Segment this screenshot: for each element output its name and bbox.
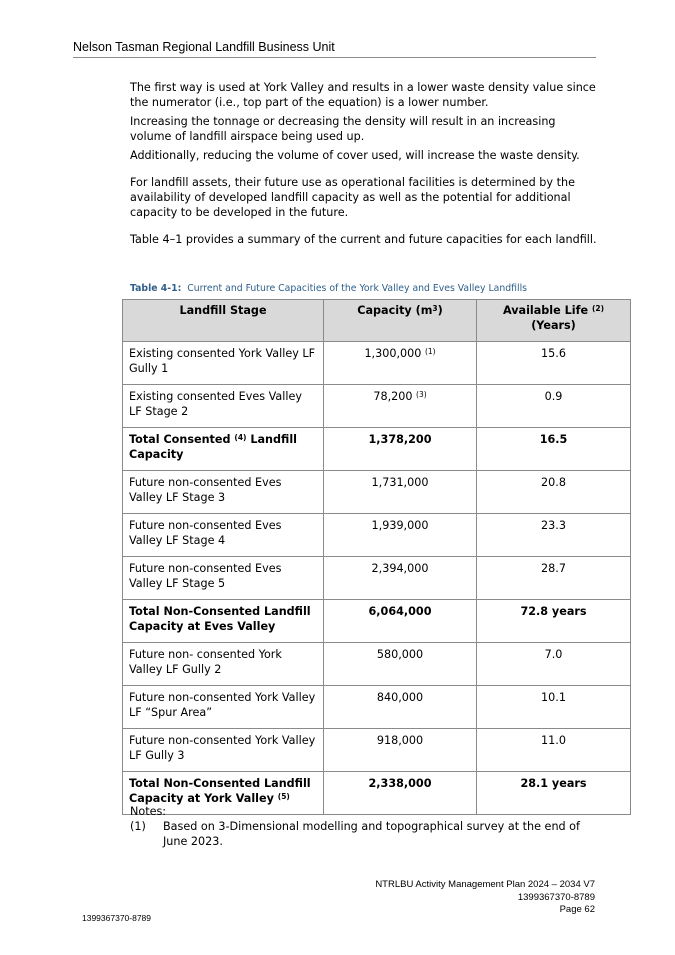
cell-capacity: 580,000 xyxy=(324,643,477,686)
notes-section xyxy=(130,804,600,849)
cell-life: 20.8 xyxy=(477,471,631,514)
footer-doc-id: 1399367370-8789 xyxy=(82,913,152,923)
note-item xyxy=(130,819,600,849)
table-row xyxy=(123,729,631,772)
cell-capacity: 2,338,000 xyxy=(324,772,477,815)
header-stage: Landfill Stage xyxy=(123,300,324,342)
table-row-total xyxy=(123,600,631,643)
cell-stage: Existing consented Eves Valley LF Stage 2 xyxy=(123,385,324,428)
table-row xyxy=(123,686,631,729)
cell-capacity: 918,000 xyxy=(324,729,477,772)
cell-stage: Future non-consented Eves Valley LF Stage 4 xyxy=(123,514,324,557)
footer-plan-title: NTRLBU Activity Management Plan 2024 – 2034 V7 xyxy=(375,879,595,890)
cell-stage: Total Non-Consented Landfill Capacity at York Valley $^{(5)}$ xyxy=(123,772,324,815)
footer-page-number: Page 62 xyxy=(559,904,595,915)
capacity-table xyxy=(122,299,631,815)
footer-doc-number: 1399367370-8789 xyxy=(517,891,595,903)
cell-stage: Total Consented $^{(4)}$ Landfill Capacity xyxy=(123,428,324,471)
cell-capacity: 1,378,200 xyxy=(324,428,477,471)
cell-life: 10.1 xyxy=(477,686,631,729)
cell-capacity: 1,939,000 xyxy=(324,514,477,557)
cell-stage: Future non-consented Eves Valley LF Stage 5 xyxy=(123,557,324,600)
page-footer xyxy=(375,879,595,917)
table-caption xyxy=(130,283,527,294)
cell-stage: Future non-consented York Valley LF “Spur Area” xyxy=(123,686,324,729)
cell-capacity: 6,064,000 xyxy=(324,600,477,643)
table-row-total xyxy=(123,428,631,471)
cell-life: 15.6 xyxy=(477,342,631,385)
paragraph: For landfill assets, their future use as operational facilities is determined by the availability of developed landfill capacity as well as the potential for additional capacity to be developed in the future. xyxy=(130,176,575,219)
table-row xyxy=(123,471,631,514)
cell-life: 11.0 xyxy=(477,729,631,772)
cell-stage: Future non-consented York Valley LF Gully 3 xyxy=(123,729,324,772)
cell-life: 23.3 xyxy=(477,514,631,557)
cell-life: 16.5 xyxy=(477,428,631,471)
cell-stage: Future non-consented Eves Valley LF Stage 3 xyxy=(123,471,324,514)
caption-text: Current and Future Capacities of the York Valley and Eves Valley Landfills xyxy=(187,283,528,294)
table-row xyxy=(123,385,631,428)
cell-life: 0.9 xyxy=(477,385,631,428)
page-header: Nelson Tasman Regional Landfill Business Unit xyxy=(73,40,596,58)
note-number: (1) xyxy=(130,820,146,833)
cell-life: 28.1 years xyxy=(477,772,631,815)
table-row xyxy=(123,342,631,385)
cell-capacity: 1,731,000 xyxy=(324,471,477,514)
cell-capacity: 78,200 $^{(3)}$ xyxy=(324,385,477,428)
cell-life: 7.0 xyxy=(477,643,631,686)
header-life: Available Life $^{(2)}$ (Years) xyxy=(477,300,631,342)
paragraph: The first way is used at York Valley and results in a lower waste density value since the numerator (i.e., top part of the equation) is a lower number. xyxy=(130,81,596,109)
cell-stage: Future non- consented York Valley LF Gully 2 xyxy=(123,643,324,686)
table-row xyxy=(123,514,631,557)
cell-capacity: 840,000 xyxy=(324,686,477,729)
paragraph: Additionally, reducing the volume of cover used, will increase the waste density. xyxy=(130,149,580,162)
paragraph: Increasing the tonnage or decreasing the density will result in an increasing volume of landfill airspace being used up. xyxy=(130,115,556,143)
note-text: Based on 3-Dimensional modelling and topographical survey at the end of June 2023. xyxy=(163,820,580,848)
paragraph: Table 4–1 provides a summary of the current and future capacities for each landfill. xyxy=(130,233,597,246)
body-text xyxy=(130,80,600,247)
cell-stage: Total Non-Consented Landfill Capacity at Eves Valley xyxy=(123,600,324,643)
caption-label: Table 4-1: xyxy=(130,283,182,294)
table-row xyxy=(123,643,631,686)
cell-life: 72.8 years xyxy=(477,600,631,643)
cell-life: 28.7 xyxy=(477,557,631,600)
table-header-row xyxy=(123,300,631,342)
table-row xyxy=(123,557,631,600)
cell-capacity: 2,394,000 xyxy=(324,557,477,600)
cell-stage: Existing consented York Valley LF Gully 1 xyxy=(123,342,324,385)
cell-capacity: 1,300,000 $^{(1)}$ xyxy=(324,342,477,385)
notes-title: Notes: xyxy=(130,805,167,818)
header-capacity: Capacity $(m^3)$ xyxy=(324,300,477,342)
